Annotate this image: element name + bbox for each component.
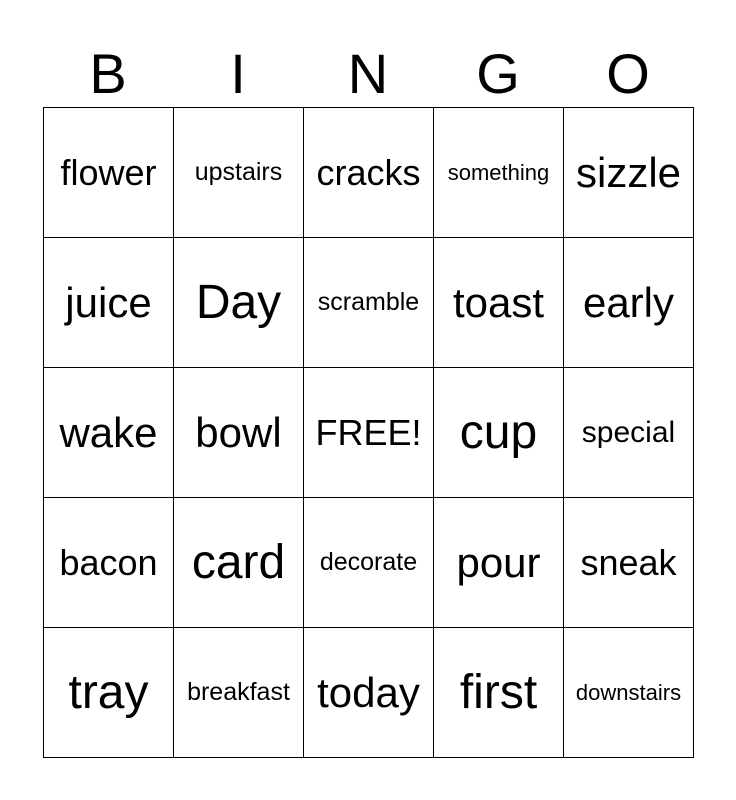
header-letter-n: N: [347, 42, 389, 105]
header-letter-i: I: [230, 42, 246, 105]
bingo-cell[interactable]: cracks: [304, 108, 434, 238]
bingo-cell[interactable]: tray: [44, 628, 174, 758]
bingo-cell[interactable]: card: [174, 498, 304, 628]
bingo-cell[interactable]: first: [434, 628, 564, 758]
bingo-cell[interactable]: decorate: [304, 498, 434, 628]
bingo-cell[interactable]: breakfast: [174, 628, 304, 758]
header-letter-o: O: [606, 42, 650, 105]
bingo-cell[interactable]: wake: [44, 368, 174, 498]
bingo-cell[interactable]: sizzle: [564, 108, 694, 238]
bingo-cell[interactable]: bacon: [44, 498, 174, 628]
bingo-cell[interactable]: flower: [44, 108, 174, 238]
bingo-cell[interactable]: juice: [44, 238, 174, 368]
bingo-board: [43, 107, 694, 758]
header-letter-b: B: [89, 42, 127, 105]
bingo-cell[interactable]: scramble: [304, 238, 434, 368]
bingo-cell[interactable]: cup: [434, 368, 564, 498]
bingo-cell[interactable]: Day: [174, 238, 304, 368]
bingo-cell[interactable]: toast: [434, 238, 564, 368]
bingo-cell[interactable]: downstairs: [564, 628, 694, 758]
bingo-header: [43, 40, 693, 108]
bingo-cell[interactable]: something: [434, 108, 564, 238]
header-letter-g: G: [476, 42, 520, 105]
free-space-cell[interactable]: FREE!: [304, 368, 434, 498]
bingo-cell[interactable]: today: [304, 628, 434, 758]
bingo-cell[interactable]: special: [564, 368, 694, 498]
bingo-cell[interactable]: bowl: [174, 368, 304, 498]
bingo-cell[interactable]: upstairs: [174, 108, 304, 238]
bingo-cell[interactable]: sneak: [564, 498, 694, 628]
bingo-cell[interactable]: pour: [434, 498, 564, 628]
bingo-cell[interactable]: early: [564, 238, 694, 368]
